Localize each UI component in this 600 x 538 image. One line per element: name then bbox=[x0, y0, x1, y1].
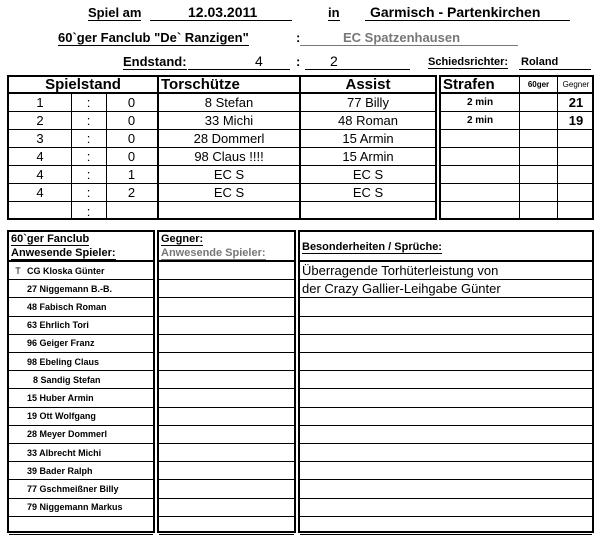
penalties-header-home: 60ger bbox=[527, 80, 550, 89]
score-home: 1 bbox=[36, 95, 44, 110]
final-score-colon: : bbox=[296, 54, 301, 69]
game-date-label: Spiel am bbox=[88, 5, 142, 20]
score-separator: : bbox=[86, 167, 91, 182]
score-away: 2 bbox=[127, 185, 136, 200]
score-row bbox=[9, 148, 435, 166]
home-player-row bbox=[9, 444, 153, 462]
home-player-name: 15 Huber Armin bbox=[27, 392, 94, 403]
score-separator: : bbox=[86, 113, 91, 128]
remark-text: der Crazy Gallier-Leihgabe Günter bbox=[302, 281, 501, 297]
away-player-row bbox=[159, 389, 294, 407]
away-player-row bbox=[159, 480, 294, 498]
final-score-away: 2 bbox=[330, 53, 338, 69]
home-player-name: 79 Niggemann Markus bbox=[27, 502, 123, 513]
home-player-name: 27 Niggemann B.-B. bbox=[27, 283, 113, 294]
penalty-home bbox=[520, 94, 557, 111]
penalty-divider-2 bbox=[557, 77, 558, 218]
score-table bbox=[7, 75, 437, 220]
final-away-underline bbox=[305, 69, 410, 70]
penalty-duration: 2 min bbox=[466, 97, 494, 108]
home-player-row bbox=[9, 408, 153, 426]
home-player-name: 98 Ebeling Claus bbox=[27, 356, 100, 367]
score-header: Spielstand bbox=[45, 76, 121, 93]
score-home bbox=[9, 202, 71, 220]
penalties-header-away: Gegner bbox=[562, 80, 590, 89]
assist-name: 77 Billy bbox=[347, 95, 389, 110]
home-player-name: 39 Bader Ralph bbox=[27, 465, 93, 476]
remarks-title: Besonderheiten / Sprüche: bbox=[302, 241, 442, 253]
scorer-name: 8 Stefan bbox=[204, 95, 254, 110]
score-divider-2 bbox=[106, 94, 107, 218]
remark-row bbox=[300, 480, 592, 498]
penalty-row bbox=[441, 130, 592, 148]
away-player-row bbox=[159, 353, 294, 371]
score-home: 4 bbox=[36, 149, 44, 164]
final-score-home: 4 bbox=[255, 53, 263, 69]
assist-name: EC S bbox=[352, 185, 384, 200]
home-player-name: 33 Albrecht Michi bbox=[27, 447, 102, 458]
away-player-row bbox=[159, 462, 294, 480]
score-divider-1 bbox=[71, 94, 72, 218]
penalty-home bbox=[520, 112, 557, 129]
team-colon: : bbox=[296, 30, 301, 45]
penalty-row bbox=[441, 94, 592, 112]
home-player-name: 28 Meyer Dommerl bbox=[27, 429, 108, 440]
home-player-name: 19 Ott Wolfgang bbox=[27, 411, 96, 422]
home-player-row bbox=[9, 499, 153, 517]
scorer-name: EC S bbox=[213, 167, 245, 182]
home-player-name: 48 Fabisch Roman bbox=[27, 301, 107, 312]
home-players-title: 60`ger Fanclub bbox=[11, 233, 90, 245]
home-player-row bbox=[9, 353, 153, 371]
home-player-row bbox=[9, 389, 153, 407]
score-row bbox=[9, 94, 435, 112]
game-date: 12.03.2011 bbox=[188, 4, 258, 20]
home-player-row bbox=[9, 280, 153, 298]
score-away: 0 bbox=[127, 149, 136, 164]
away-team: EC Spatzenhausen bbox=[343, 30, 461, 45]
home-player-row bbox=[9, 317, 153, 335]
assist-header: Assist bbox=[345, 76, 391, 93]
remark-row bbox=[300, 517, 592, 535]
remark-row bbox=[300, 389, 592, 407]
away-player-row bbox=[159, 517, 294, 535]
score-separator: : bbox=[86, 95, 91, 110]
remark-row bbox=[300, 335, 592, 353]
away-player-row bbox=[159, 426, 294, 444]
referee-underline bbox=[519, 69, 591, 70]
remark-row bbox=[300, 462, 592, 480]
scorer-name bbox=[159, 202, 299, 220]
score-row bbox=[9, 202, 435, 220]
away-players-subtitle: Anwesende Spieler: bbox=[161, 247, 266, 259]
away-player-row bbox=[159, 408, 294, 426]
home-player-name: 96 Geiger Franz bbox=[27, 338, 95, 349]
assist-name: 48 Roman bbox=[338, 113, 398, 128]
remark-row bbox=[300, 353, 592, 371]
score-separator: : bbox=[86, 131, 91, 146]
away-player-row bbox=[159, 444, 294, 462]
scorer-header: Torschütze bbox=[161, 76, 240, 93]
score-home: 2 bbox=[36, 113, 44, 128]
final-home-underline bbox=[188, 69, 290, 70]
away-player-row bbox=[159, 371, 294, 389]
final-score-label: Endstand: bbox=[123, 54, 187, 69]
score-separator: : bbox=[86, 185, 91, 200]
away-players-title: Gegner: bbox=[161, 233, 204, 245]
scorer-divider bbox=[157, 77, 159, 218]
remark-row bbox=[300, 298, 592, 316]
location: Garmisch - Partenkirchen bbox=[370, 4, 541, 20]
home-player-row bbox=[9, 335, 153, 353]
score-separator: : bbox=[86, 149, 91, 164]
score-away: 0 bbox=[127, 113, 136, 128]
home-players-table bbox=[7, 230, 155, 533]
score-away: 0 bbox=[127, 95, 136, 110]
home-player-row bbox=[9, 371, 153, 389]
score-row bbox=[9, 112, 435, 130]
score-away bbox=[106, 202, 157, 220]
location-underline bbox=[365, 20, 570, 21]
remark-row bbox=[300, 280, 592, 298]
home-player-row bbox=[9, 426, 153, 444]
penalty-row bbox=[441, 184, 592, 202]
score-home: 3 bbox=[36, 131, 44, 146]
penalties-header-label: Strafen bbox=[443, 76, 495, 93]
referee-name: Roland bbox=[521, 56, 559, 68]
remark-row bbox=[300, 426, 592, 444]
remark-row bbox=[300, 444, 592, 462]
home-players-subtitle: Anwesende Spieler: bbox=[11, 247, 116, 259]
remark-row bbox=[300, 371, 592, 389]
home-player-row bbox=[9, 298, 153, 316]
score-separator: : bbox=[86, 203, 91, 219]
penalty-row bbox=[441, 166, 592, 184]
away-team-underline bbox=[300, 45, 518, 46]
scorer-name: EC S bbox=[213, 185, 245, 200]
score-table-header bbox=[9, 77, 435, 94]
assist-name: 15 Armin bbox=[342, 149, 394, 164]
penalty-away: 21 bbox=[568, 95, 584, 110]
penalty-duration: 2 min bbox=[466, 115, 494, 126]
home-player-name: CG Kloska Günter bbox=[27, 265, 105, 276]
home-player-row bbox=[9, 262, 153, 280]
away-player-row bbox=[159, 317, 294, 335]
score-row bbox=[9, 166, 435, 184]
scorer-name: 28 Dommerl bbox=[193, 131, 265, 146]
captain-mark: T bbox=[15, 265, 21, 276]
home-player-name: 77 Gschmeißner Billy bbox=[27, 483, 119, 494]
assist-name: EC S bbox=[352, 167, 384, 182]
away-player-row bbox=[159, 335, 294, 353]
home-player-name: 63 Ehrlich Tori bbox=[27, 320, 89, 331]
scorer-name: 98 Claus !!!! bbox=[194, 149, 264, 164]
remark-row bbox=[300, 499, 592, 517]
home-player-row bbox=[9, 462, 153, 480]
assist-name: 15 Armin bbox=[342, 131, 394, 146]
referee-label: Schiedsrichter: bbox=[428, 56, 509, 68]
scorer-name: 33 Michi bbox=[204, 113, 254, 128]
home-player-row bbox=[9, 517, 153, 535]
assist-name bbox=[301, 202, 435, 220]
away-player-row bbox=[159, 280, 294, 298]
remarks-table bbox=[298, 230, 594, 533]
penalty-away: 19 bbox=[568, 113, 584, 128]
penalty-row bbox=[441, 112, 592, 130]
score-row bbox=[9, 130, 435, 148]
penalty-divider-1 bbox=[519, 77, 520, 218]
remark-row bbox=[300, 262, 592, 280]
home-team: 60`ger Fanclub "De` Ranzigen" bbox=[58, 30, 249, 45]
penalties-header bbox=[441, 77, 592, 94]
location-label: in bbox=[328, 5, 340, 20]
away-players-table bbox=[157, 230, 296, 533]
remark-text: Überragende Torhüterleistung von bbox=[302, 263, 499, 279]
away-player-row bbox=[159, 298, 294, 316]
score-home: 4 bbox=[36, 185, 44, 200]
away-player-row bbox=[159, 499, 294, 517]
assist-divider bbox=[299, 77, 301, 218]
score-row bbox=[9, 184, 435, 202]
penalties-table bbox=[439, 75, 594, 220]
penalty-row bbox=[441, 202, 592, 220]
home-player-name: 8 Sandig Stefan bbox=[33, 374, 101, 385]
score-away: 0 bbox=[127, 131, 136, 146]
game-date-underline bbox=[150, 20, 292, 21]
penalty-row bbox=[441, 148, 592, 166]
score-home: 4 bbox=[36, 167, 44, 182]
remark-row bbox=[300, 317, 592, 335]
home-player-row bbox=[9, 480, 153, 498]
away-player-row bbox=[159, 262, 294, 280]
remark-row bbox=[300, 408, 592, 426]
score-away: 1 bbox=[127, 167, 136, 182]
